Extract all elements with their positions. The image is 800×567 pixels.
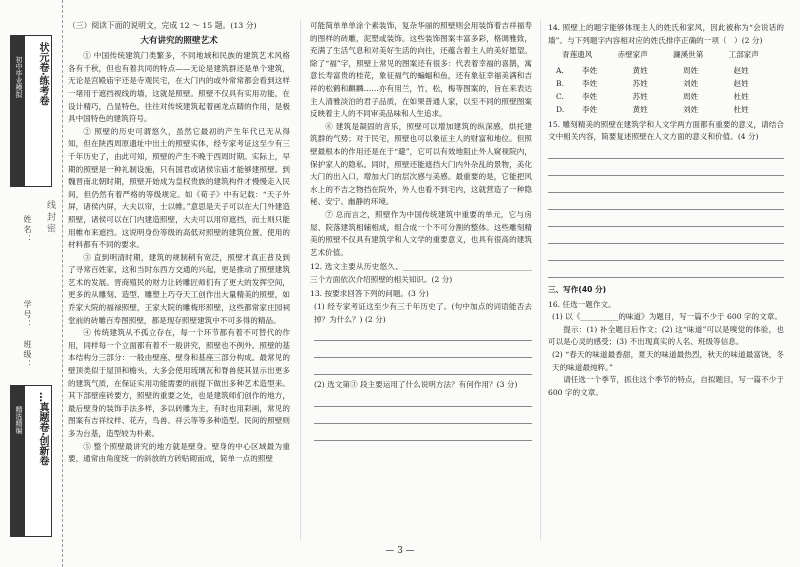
top-badge-side: 初中毕业模拟 xyxy=(15,56,23,98)
column-2 xyxy=(310,20,532,443)
answer-line[interactable] xyxy=(548,161,784,176)
answer-line[interactable] xyxy=(548,178,784,193)
inscription-4: 工部家声 xyxy=(728,50,759,60)
id-field-label: 学号： xyxy=(23,300,32,330)
paragraph-3: ③ 直到明清时期，建筑的规制稍有宽泛，照壁才真正普及到了寻常百姓家，这和当时东西方交通的兴起，更是推动了照壁建筑艺术的发展。晋商殖民的财力让砖雕匠师们有了更大的发挥空间，更多的从雕刻、造型、雕塑上巧夺天工创作出大量精美的照壁，如乔家大院的福禄照壁，王家大院的雕梅形照壁，这些都常家庄园祠堂前的砖雕百寿图照壁，都是现存照壁建筑中不可多得的精品。 xyxy=(68,252,290,325)
question-13: 13. 按要求回答下列的问题。(3 分) xyxy=(310,289,429,299)
paragraph-7: ⑦ 总而言之，照壁作为中国传统建筑中重要的单元，它与房屋、院落建筑相辅相成，组合成一个不可分割的整体。这些雕刻精美的照壁不仅具有建筑学和人文学的重要意义，也具有很高的建筑艺术价值。 xyxy=(310,209,532,257)
question-13-1: (1) 经专家考证这至少有三千年历史了。(句中加点的词语能否去掉？为什么？) (2 分) xyxy=(314,302,532,324)
answer-line[interactable] xyxy=(548,229,784,244)
option-a[interactable]: A. 李姓 黄姓 周姓 赵姓 xyxy=(556,65,749,75)
option-c[interactable]: C. 李姓 苏姓 周姓 杜姓 xyxy=(556,91,749,101)
answer-line[interactable] xyxy=(314,426,532,441)
paragraph-1: ① 中国传统建筑门类繁多，不同地域和民族的建筑艺术风格各有千秋，但也有着共同的特点——无论是建筑群还是单个建筑，无论是宫殿庙宇还是寺观民宅，在大门内的或外常常都会看到这样一堵用于遮挡视线的墙，这就是照壁。照壁不仅具有实用功能，在设计精巧，凸显特色，往往对传统建筑起着画龙点睛的作用，是极具中国特色的建筑符号。 xyxy=(68,51,290,124)
binding-strip xyxy=(0,0,63,567)
inscription-row xyxy=(548,49,784,62)
question-16: 16. 任选一题作文。 xyxy=(548,299,616,309)
inscription-3: 濂溪世第 xyxy=(673,50,704,60)
class-field-label: 班级： xyxy=(23,340,32,370)
top-badge-main: 状元卷·练考卷 xyxy=(37,42,48,106)
writing-section-heading: 三、写作(40 分) xyxy=(548,284,607,294)
question-15: 15. 雕刻精美的照壁在建筑学和人文学两方面都有重要的意义，请结合文中相关内容，简要复述照壁在人文方面的意义和价值。(4 分) xyxy=(548,119,784,142)
paragraph-2: ② 照壁的历史可谓悠久，虽然它最初的产生年代已无从得知，但在陕西周原遗址中出土的照壁实体，经专家考证这至少有三千年历史了，由此可知，照壁的产生不晚于西周时期。实际上，早期的照壁是一种礼制设施，只有国君或诸侯宗庙才能够建照壁。到魏晋南北朝时期，照壁开始成为皇权贵族的建筑构件才慢慢走入民间，但仍然有着严格的等级规定。如《荀子》中有记载：“天子外屏，诸侯内屏，大夫以帘，士以帷。”意思是天子可以在大门外建造照壁，诸侯可以在门内建造照壁，大夫可以用帘遮挡，而士则只能用帷布来遮挡。这说明身份等级的高低对照壁的建筑位置、使用的材料都有不同的要求。 xyxy=(68,126,290,250)
article-title: 大有讲究的照壁艺术 xyxy=(140,35,218,46)
question-16-tip: 提示：(1) 补全题目后作文；(2) 这“味道”可以是嗅觉的体验，也可以是心灵的感受；(3) 不出现真实的人名、班级等信息。 xyxy=(548,324,784,347)
answer-line[interactable] xyxy=(314,360,532,375)
question-16-option-1: (1) 以《__________的味道》为题目，写一篇不少于 600 字的文章。 xyxy=(552,312,782,322)
bottom-badge xyxy=(10,385,52,537)
question-12: 12. 选文主要从历史悠久、__________________________________三个方面依次介绍照壁的相关知识。(2 分) xyxy=(310,262,532,284)
answer-line[interactable] xyxy=(548,144,784,159)
answer-line[interactable] xyxy=(548,195,784,210)
inscription-1: 青莲遗风 xyxy=(562,50,593,60)
option-b[interactable]: B. 李姓 苏姓 刘姓 赵姓 xyxy=(556,78,749,88)
page-number: — 3 — xyxy=(385,546,415,556)
section-heading: （三）阅读下面的说明文，完成 12 ～ 15 题。(13 分) xyxy=(68,21,257,30)
seal-line-text: 线 封 密 xyxy=(45,200,55,233)
column-3 xyxy=(548,20,784,399)
column-1 xyxy=(68,20,290,466)
paragraph-5-cont: 可能简单单单涂个素装饰，复杂华丽的照壁则会用装饰着吉祥福寿的图样的砖雕，泥塑或装饰。这些装饰图案丰富多彩，格调雅致，充满了生活气息和对美好生活的向往，还蕴含着主人的美好愿望。除了“福”字，照壁上常见的图案还有很多：代表着幸福的喜鹊，寓意长寿富贵的桂花，象征福气的蝙蝠和鱼，还有象征幸福美满和吉祥的松鹤和麒麟……亦有用兰，竹，松，梅等图案的，旨在来表达主人清雅淡泊的君子品质，在如果普通人家，以至不同的照壁图案反映着主人的不同审美品味和人生追求。 xyxy=(310,21,532,119)
paragraph-6: ⑥ 建筑是凝固的音乐，照壁可以增加建筑的纵深感，烘托建筑群的气势；对于民宅，照壁也可以象征主人的财富和地位。但照壁最根本的作用还是在于“避”，它可以有效地阻止外人窥视院内，保护家人的隐私。同时，照壁还能遮挡大门内外杂乱的景物，美化大门的出入口，增加大门的层次感与美感。最重要的是，它能把风水上的不吉之物挡在院外，外人也看不到宅内，这就营造了一种隐秘、安宁、幽静的环境。 xyxy=(310,121,532,207)
paragraph-5: ⑤ 整个照壁最讲究的地方就是壁身。壁身的中心区域最为重要，通常由角度统一的斜放的方砖贴砌而成，简单一点的照壁 xyxy=(68,441,290,464)
answer-line[interactable] xyxy=(314,326,532,341)
answer-line[interactable] xyxy=(548,212,784,227)
answer-line[interactable] xyxy=(548,263,784,278)
bottom-badge-main: …真题卷·创新卷 xyxy=(37,392,48,466)
question-16-option-2: (2) “春天的味道最香甜，夏天的味道最热烈，秋天的味道最富饶，冬天的味道最纯粹。” xyxy=(552,349,784,372)
answer-line[interactable] xyxy=(314,343,532,358)
name-field-label: 姓名： xyxy=(23,215,32,245)
answer-line[interactable] xyxy=(314,409,532,424)
inscription-2: 赤壁家声 xyxy=(617,50,648,60)
top-badge xyxy=(10,35,52,187)
option-d[interactable]: D. 李姓 黄姓 刘姓 杜姓 xyxy=(556,104,749,114)
question-14: 14. 照壁上的题字能够体现主人的姓氏和家风，因此被称为“会说话的墙”。与下列题字内容相对应的姓氏排序正确的一项（ ）(2 分) xyxy=(548,23,784,45)
answer-line[interactable] xyxy=(548,246,784,261)
question-16-option-2-instruction: 请任选一个季节，抓住这个季节的特点，自拟题目，写一篇不少于 600 字的文章。 xyxy=(548,375,784,397)
paragraph-4: ④ 传统建筑从不孤立存在，每一个环节都有着不可替代的作用，同样每一个立面都有着不一般讲究，照壁也不例外。照壁的基本结构分三部分：一般由壁座、壁身和基座三部分构成。最常见的壁顶类似于屋顶和檐头，大多会使用琉璃瓦和脊兽使其显示出更多的建筑气质，在保证实用功能需要的前提下做出多种艺术造型来。其下部壁座砖要方，照壁的重要之处，也是建筑师们创作的地方，最后壁身的装饰手法多样，多以砖雕为主，有时也用彩画，常见的图案有吉祥纹样、花卉，鸟兽、祥云等等多种造型。民间的照壁则多为台基，造型较为朴素。 xyxy=(68,328,290,438)
answer-line[interactable] xyxy=(314,392,532,407)
bottom-badge-side: 精选精编 xyxy=(15,406,23,434)
question-13-2: (2) 选文第③ 段主要运用了什么说明方法？有何作用？(3 分) xyxy=(314,380,518,390)
